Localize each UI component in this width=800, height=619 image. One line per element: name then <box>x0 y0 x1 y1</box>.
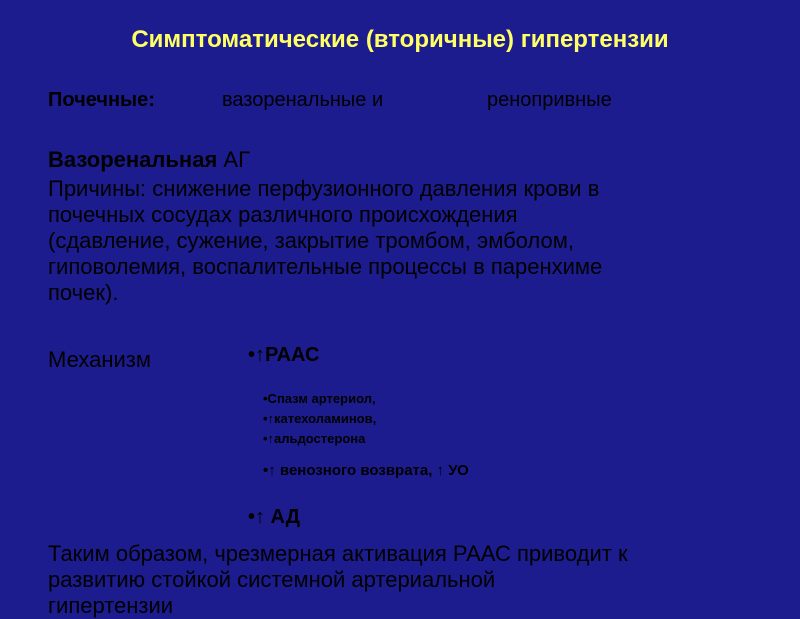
mechanism-sublist <box>263 389 376 449</box>
intro-part1: вазоренальные и <box>222 89 384 111</box>
sublist-item-2: •↑катехоламинов, <box>263 411 377 426</box>
causes-line-5: почек). <box>48 280 119 305</box>
sublist-item-3: •↑альдостерона <box>263 431 366 446</box>
conclusion-line-3: гипертензии <box>48 593 174 618</box>
renal-label: Почечные: <box>48 89 155 111</box>
causes-line-3: (сдавление, сужение, закрытие тромбом, эмболом, <box>48 228 574 253</box>
causes-line-1: Причины: снижение перфузионного давления крови в <box>48 176 600 201</box>
causes-line-4: гиповолемия, воспалительные процессы в паренхиме <box>48 254 603 279</box>
causes-line-2: почечных сосудах различного происхождения <box>48 202 518 227</box>
conclusion-line-2: развитию стойкой системной артериальной <box>48 567 496 592</box>
section-heading <box>48 147 250 173</box>
section-heading-rest: АГ <box>217 147 250 172</box>
venous-item: •↑ венозного возврата, ↑ УО <box>263 462 469 479</box>
sublist-item-1: •Спазм артериол, <box>263 391 376 406</box>
section-heading-bold: Вазоренальная <box>48 147 218 172</box>
conclusion-line-1: Таким образом, чрезмерная активация РААС приводит к <box>48 541 628 566</box>
bp-item: •↑ АД <box>248 506 300 528</box>
intro-part2: ренопривные <box>487 89 612 111</box>
intro-label <box>48 89 155 112</box>
causes-text <box>48 176 783 306</box>
conclusion-text <box>48 541 788 619</box>
slide-title: Симптоматические (вторичные) гипертензии <box>131 26 669 53</box>
raas-item: •↑РААС <box>248 344 320 366</box>
mechanism-label: Механизм <box>48 347 151 372</box>
